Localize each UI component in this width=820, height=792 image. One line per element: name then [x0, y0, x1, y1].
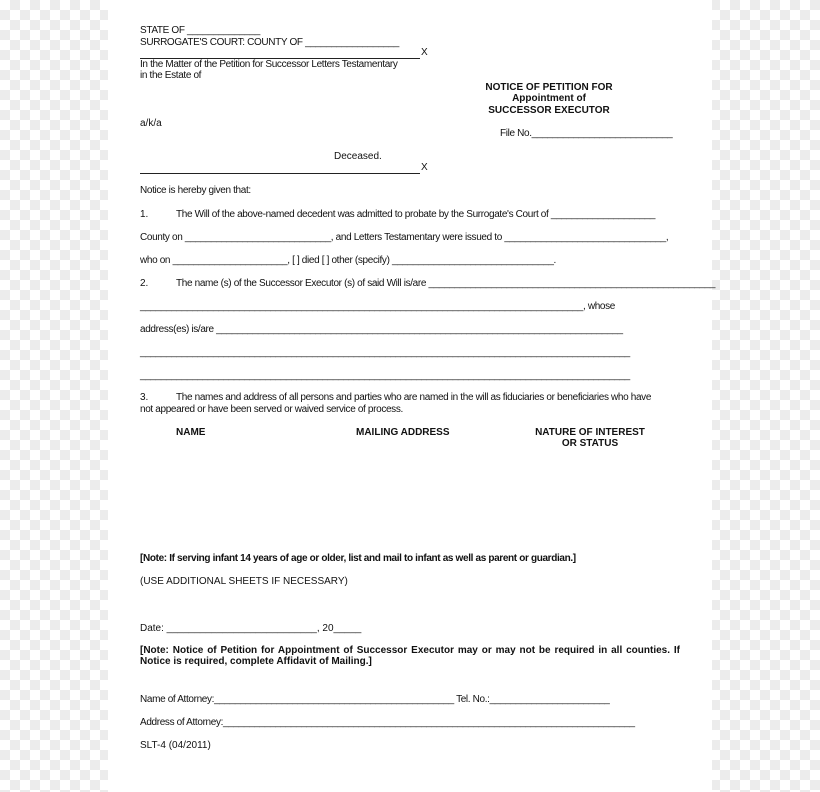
item-2-line-3: address(es) is/are ______________________________________________________________________________	[140, 324, 623, 335]
or-status-header: OR STATUS	[561, 438, 619, 449]
notice-requirement-note: [Note: Notice of Petition for Appointment of Successor Executor may or may not be required in all counties. If Notice is required, complete Affidavit of Mailing.]	[140, 645, 680, 667]
title-line-3: SUCCESSOR EXECUTOR	[488, 105, 610, 116]
caption-x-bottom: X	[421, 162, 428, 173]
attorney-name-line: Name of Attorney:______________________________________________ Tel. No.:_______________________	[140, 694, 610, 705]
surrogate-court-line: SURROGATE'S COURT: COUNTY OF __________________	[140, 37, 399, 48]
item-3-number: 3.	[140, 392, 149, 403]
item-1-line-2: County on ____________________________, and Letters Testamentary were issued to _______________________________,	[140, 232, 669, 243]
name-column-header: NAME	[176, 427, 206, 438]
document-page	[108, 0, 716, 792]
aka-label: a/k/a	[140, 118, 162, 129]
item-2-text: The name (s) of the Successor Executor (s) of said Will is/are _______________________________________________________	[176, 278, 716, 289]
mailing-address-column-header: MAILING ADDRESS	[356, 427, 450, 438]
title-line-1: NOTICE OF PETITION FOR	[485, 82, 613, 93]
state-of-line: STATE OF ______________	[140, 25, 260, 36]
additional-sheets-note: (USE ADDITIONAL SHEETS IF NECESSARY)	[140, 576, 348, 587]
item-1-text: The Will of the above-named decedent was admitted to probate by the Surrogate's Court of ____________________	[176, 209, 656, 220]
deceased-label: Deceased.	[334, 151, 382, 162]
form-id: SLT-4 (04/2011)	[140, 740, 211, 751]
matter-line-1: In the Matter of the Petition for Successor Letters Testamentary	[140, 59, 398, 70]
item-2-line-4: ______________________________________________________________________________________________	[140, 347, 630, 358]
item-3-line-2: not appeared or have been served or waived service of process.	[140, 404, 403, 415]
caption-x-top: X	[421, 47, 428, 58]
item-2-number: 2.	[140, 278, 149, 289]
item-2-line-2: _____________________________________________________________________________________, whose	[140, 301, 615, 312]
date-line: Date: ___________________________, 20_____	[140, 623, 362, 634]
notice-intro: Notice is hereby given that:	[140, 185, 251, 196]
item-1-line-3: who on ______________________, [ ] died [ ] other (specify) _______________________________.	[140, 255, 556, 266]
item-3-text: The names and address of all persons and parties who are named in the will as fiduciaries or beneficiaries who have	[176, 392, 652, 403]
file-number-line: File No.___________________________	[500, 128, 673, 139]
caption-rule-bottom	[140, 173, 420, 174]
title-line-2: Appointment of	[512, 93, 586, 104]
item-1-number: 1.	[140, 209, 149, 220]
infant-note: [Note: If serving infant 14 years of age or older, list and mail to infant as well as parent or guardian.]	[140, 553, 576, 564]
item-2-line-5: ______________________________________________________________________________________________	[140, 370, 630, 381]
attorney-address-line: Address of Attorney:_______________________________________________________________________________	[140, 717, 635, 728]
matter-line-2: in the Estate of	[140, 70, 202, 81]
nature-of-interest-header: NATURE OF INTEREST	[535, 427, 645, 438]
